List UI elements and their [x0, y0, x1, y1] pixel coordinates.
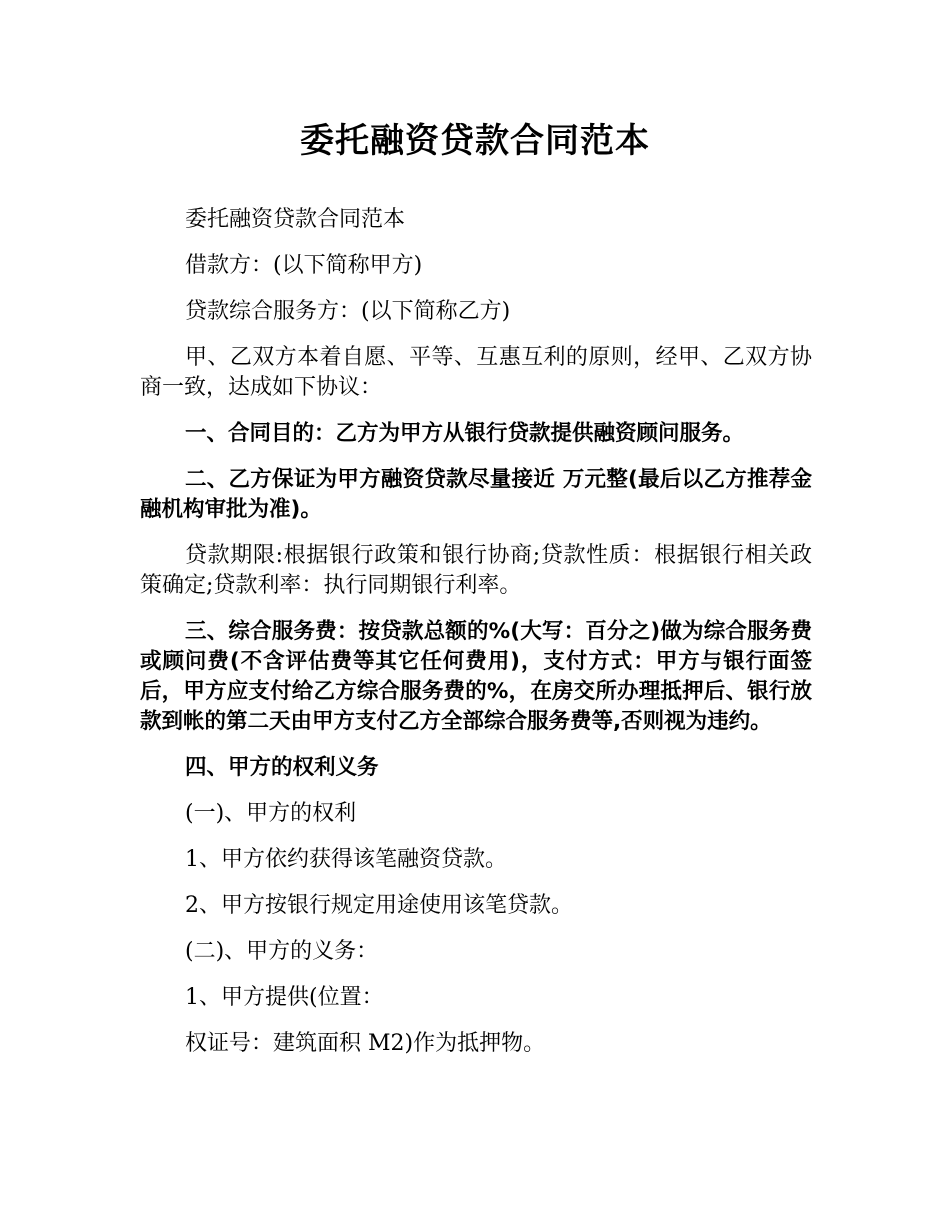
paragraph-preamble: 甲、乙双方本着自愿、平等、互惠互利的原则，经甲、乙双方协商一致，达成如下协议： — [140, 345, 812, 400]
clause-4-heading: 四、甲方的权利义务 — [185, 755, 379, 780]
clause-2-amount: 二、乙方保证为甲方融资贷款尽量接近 万元整(最后以乙方推荐金融机构审批为准)。 — [140, 467, 812, 522]
list-item-right-2: 2、甲方按银行规定用途使用该笔贷款。 — [185, 893, 573, 918]
document-body — [140, 200, 812, 1059]
subheading-party-a-obligations: (二)、甲方的义务： — [185, 939, 379, 964]
clause-1-purpose: 一、合同目的：乙方为甲方从银行贷款提供融资顾问服务。 — [185, 421, 745, 446]
paragraph-borrower: 借款方：(以下简称甲方) — [185, 253, 423, 278]
paragraph-loan-terms: 贷款期限:根据银行政策和银行协商;贷款性质：根据银行相关政策确定;贷款利率：执行同期银行利率。 — [140, 543, 812, 598]
paragraph-service-party: 贷款综合服务方：(以下简称乙方) — [185, 299, 511, 324]
list-item-obligation-1: 1、甲方提供(位置： — [185, 985, 384, 1010]
paragraph-doc-name: 委托融资贷款合同范本 — [185, 207, 406, 232]
document-title: 委托融资贷款合同范本 — [300, 121, 650, 161]
subheading-party-a-rights: (一)、甲方的权利 — [185, 801, 357, 826]
paragraph-certificate: 权证号：建筑面积 M2)作为抵押物。 — [185, 1031, 546, 1056]
list-item-right-1: 1、甲方依约获得该笔融资贷款。 — [185, 847, 507, 872]
clause-3-service-fee: 三、综合服务费：按贷款总额的%(大写：百分之)做为综合服务费或顾问费(不含评估费等其它任何费用)，支付方式：甲方与银行面签后，甲方应支付给乙方综合服务费的%，在房交所办理抵押后、银行放款到帐的第二天由甲方支付乙方全部综合服务费等,否则视为违约。 — [140, 619, 812, 734]
